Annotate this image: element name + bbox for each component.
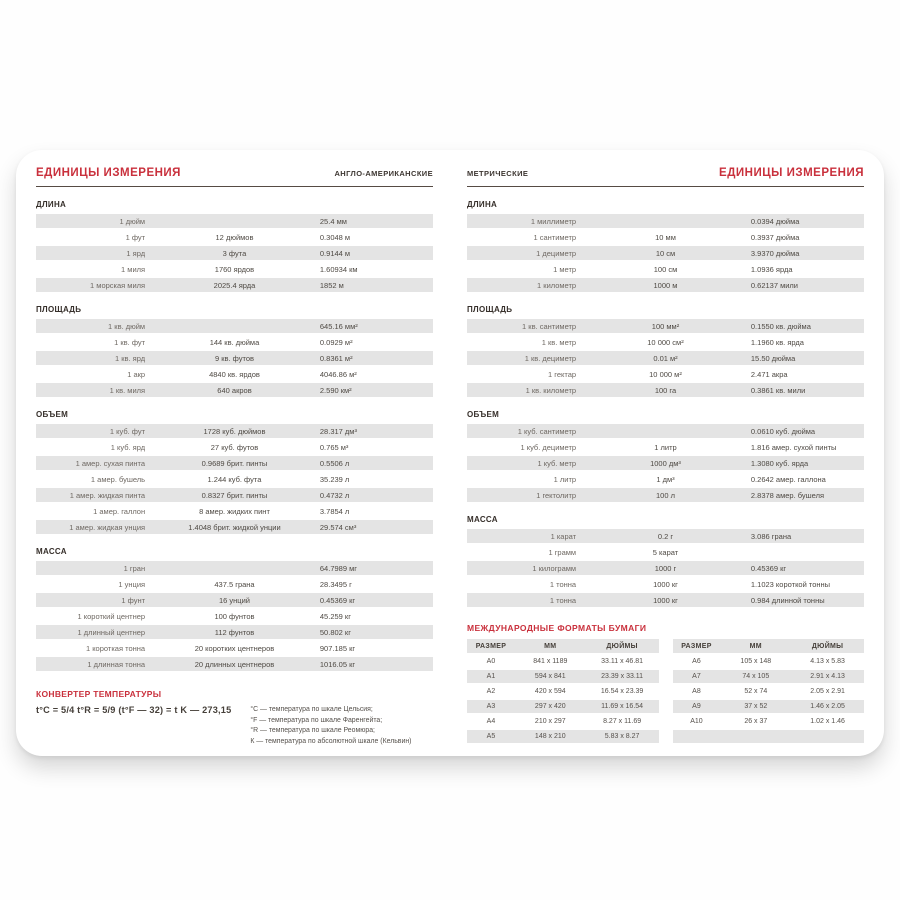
paper-inches: 23.39 x 33.11 [601, 673, 644, 680]
table-row [36, 456, 433, 470]
unit-converted-value: 4046.86 м² [319, 369, 357, 379]
temperature-note: К — температура по абсолютной шкале (Кельвин) [250, 738, 412, 746]
unit-equivalent: 4840 кв. ярдов [209, 369, 260, 379]
unit-equivalent: 1 дм³ [656, 474, 675, 484]
paper-formats [467, 623, 864, 745]
table-row [467, 319, 864, 333]
unit-converted-value: 645.16 мм² [319, 321, 358, 331]
paper-row [673, 700, 865, 713]
unit-converted-value: 0.765 м³ [319, 442, 349, 452]
paper-inches: 2.91 x 4.13 [810, 673, 845, 680]
unit-name: 1 тонна [549, 579, 577, 589]
unit-name: 1 дюйм [119, 216, 146, 226]
unit-converted-value: 0.3861 кв. мили [750, 385, 806, 395]
page-tag-anglo-american: АНГЛО-АМЕРИКАНСКИЕ [334, 169, 433, 178]
unit-converted-value: 28.3495 г [319, 579, 352, 589]
table-row [36, 520, 433, 534]
temperature-converter [36, 689, 433, 748]
unit-converted-value: 64.7989 мг [319, 563, 357, 573]
paper-size: A10 [690, 718, 703, 725]
unit-converted-value: 1.1023 короткой тонны [750, 579, 831, 589]
unit-name: 1 унция [118, 579, 146, 589]
unit-name: 1 амер. жидкая пинта [69, 490, 146, 500]
unit-equivalent: 1000 м [653, 280, 678, 290]
page-left-header [36, 167, 433, 179]
section-label: ПЛОЩАДЬ [36, 305, 82, 314]
table-row [467, 529, 864, 543]
unit-name: 1 куб. метр [537, 458, 577, 468]
table-row [467, 424, 864, 438]
table-row [467, 214, 864, 228]
paper-table-header [467, 639, 659, 653]
section-label: ДЛИНА [467, 200, 498, 209]
unit-converted-value: 0.62137 мили [750, 280, 798, 290]
unit-name: 1 морская миля [90, 280, 146, 290]
unit-name: 1 длинный центнер [77, 627, 146, 637]
paper-size: A7 [692, 673, 701, 680]
paper-row [467, 670, 659, 683]
paper-size: A4 [486, 718, 496, 725]
unit-equivalent: 10 000 см² [647, 337, 684, 347]
unit-name: 1 гектар [548, 369, 577, 379]
unit-name: 1 метр [553, 264, 577, 274]
unit-converted-value: 0.45369 кг [319, 595, 356, 605]
unit-name: 1 кв. сантиметр [522, 321, 577, 331]
unit-name: 1 фут [125, 232, 146, 242]
unit-equivalent: 0.2 г [657, 531, 674, 541]
table-row [467, 561, 864, 575]
paper-table-header [673, 639, 865, 653]
unit-name: 1 кв. ярд [114, 353, 146, 363]
unit-equivalent: 5 карат [652, 547, 679, 557]
table-row [467, 367, 864, 381]
unit-name: 1 амер. жидкая унция [69, 522, 146, 532]
header-size: РАЗМЕР [475, 642, 507, 650]
unit-equivalent: 10 000 м² [649, 369, 682, 379]
paper-row [467, 655, 659, 668]
paper-table-body [467, 655, 659, 743]
unit-name: 1 килограмм [532, 563, 577, 573]
unit-converted-value: 3.9370 дюйма [750, 248, 800, 258]
table-row [467, 246, 864, 260]
paper-mm: 594 x 841 [534, 673, 566, 680]
unit-converted-value: 1.1960 кв. ярда [750, 337, 804, 347]
unit-equivalent: 10 см [655, 248, 676, 258]
paper-mm: 148 x 210 [534, 733, 566, 740]
page-right [467, 165, 864, 744]
paper-inches: 5.83 x 8.27 [604, 733, 640, 740]
unit-equivalent: 3 фута [222, 248, 247, 258]
table-row [36, 230, 433, 244]
unit-name: 1 куб. сантиметр [517, 426, 577, 436]
unit-converted-value: 1.0936 ярда [750, 264, 793, 274]
unit-name: 1 длинная тонна [87, 659, 146, 669]
unit-equivalent: 12 дюймов [215, 232, 254, 242]
section-label: ОБЪЕМ [467, 410, 500, 419]
unit-name: 1 карат [550, 531, 577, 541]
unit-converted-value: 35.239 л [319, 474, 350, 484]
paper-size: A5 [486, 733, 496, 740]
paper-row [467, 700, 659, 713]
unit-converted-value: 15.50 дюйма [750, 353, 796, 363]
unit-equivalent: 144 кв. дюйма [209, 337, 260, 347]
table-row [467, 278, 864, 292]
paper-table-a0-a5 [467, 639, 659, 745]
table-row [36, 577, 433, 591]
temperature-notes [250, 705, 433, 748]
unit-name: 1 кв. километр [525, 385, 577, 395]
table-row [36, 593, 433, 607]
paper-row [467, 730, 659, 743]
section-label: ПЛОЩАДЬ [467, 305, 513, 314]
table-row [36, 504, 433, 518]
unit-converted-value: 0.45369 кг [750, 563, 787, 573]
table-row [36, 335, 433, 349]
unit-name: 1 кв. миля [109, 385, 146, 395]
unit-equivalent: 20 длинных центнеров [194, 659, 275, 669]
page-right-header [467, 167, 864, 179]
unit-name: 1 ярд [126, 248, 146, 258]
unit-name: 1 короткий центнер [77, 611, 146, 621]
paper-inches: 4.13 x 5.83 [810, 658, 845, 665]
unit-converted-value: 1016.05 кг [319, 659, 356, 669]
conversion-table [36, 561, 433, 671]
unit-equivalent: 0.01 м² [653, 353, 678, 363]
section-label: ДЛИНА [36, 200, 67, 209]
section-area-right [467, 294, 864, 399]
header-size: РАЗМЕР [681, 642, 712, 650]
paper-table-a6-a10 [673, 639, 865, 745]
page-tag-metric: МЕТРИЧЕСКИЕ [467, 169, 529, 178]
unit-converted-value: 0.5506 л [319, 458, 350, 468]
paper-row [673, 685, 865, 698]
unit-converted-value: 0.3048 м [319, 232, 351, 242]
unit-converted-value: 0.4732 л [319, 490, 350, 500]
temperature-converter-body [36, 705, 433, 748]
table-row [467, 440, 864, 454]
unit-name: 1 короткая тонна [85, 643, 146, 653]
unit-name: 1 кв. дюйм [108, 321, 146, 331]
unit-equivalent: 8 амер. жидких пинт [199, 506, 270, 516]
paper-inches: 2.05 x 2.91 [810, 688, 845, 695]
conversion-table [467, 529, 864, 607]
unit-equivalent: 640 акров [217, 385, 252, 395]
header-rule [467, 186, 864, 187]
unit-equivalent: 1000 кг [653, 595, 678, 605]
paper-mm: 105 x 148 [740, 658, 772, 665]
unit-name: 1 литр [553, 474, 577, 484]
table-row [467, 335, 864, 349]
table-row [36, 440, 433, 454]
conversion-table [467, 424, 864, 502]
unit-converted-value: 1.3080 куб. ярда [750, 458, 809, 468]
paper-row [673, 655, 865, 668]
table-row [36, 472, 433, 486]
unit-converted-value: 0.8361 м² [319, 353, 353, 363]
paper-size: A1 [486, 673, 496, 680]
notebook-spread [16, 150, 884, 756]
unit-name: 1 амер. галлон [93, 506, 146, 516]
page-title: ЕДИНИЦЫ ИЗМЕРЕНИЯ [36, 167, 181, 179]
table-row [36, 625, 433, 639]
unit-converted-value: 25.4 мм [319, 216, 347, 226]
header-rule [36, 186, 433, 187]
unit-equivalent: 16 унций [218, 595, 250, 605]
conversion-table [36, 424, 433, 534]
unit-equivalent: 2025.4 ярда [213, 280, 256, 290]
paper-row [673, 730, 865, 743]
paper-row [673, 715, 865, 728]
section-mass-left [36, 536, 433, 673]
unit-converted-value: 2.471 акра [750, 369, 788, 379]
unit-name: 1 гран [123, 563, 146, 573]
table-row [467, 351, 864, 365]
unit-converted-value: 3.7854 л [319, 506, 350, 516]
paper-row [467, 685, 659, 698]
unit-name: 1 амер. сухая пинта [75, 458, 146, 468]
paper-formats-tables [467, 639, 864, 745]
unit-equivalent: 1 литр [654, 442, 677, 452]
unit-name: 1 миллиметр [530, 216, 577, 226]
table-row [36, 367, 433, 381]
unit-converted-value: 1.816 амер. сухой пинты [750, 442, 837, 452]
unit-name: 1 дециметр [536, 248, 577, 258]
paper-inches: 1.46 x 2.05 [810, 703, 845, 710]
unit-converted-value: 0.9144 м [319, 248, 351, 258]
conversion-table [467, 319, 864, 397]
unit-name: 1 кв. фут [114, 337, 146, 347]
paper-table-body [673, 655, 865, 743]
section-area-left [36, 294, 433, 399]
unit-equivalent: 1.4048 брит. жидкой унции [188, 522, 281, 532]
paper-formats-title: МЕЖДУНАРОДНЫЕ ФОРМАТЫ БУМАГИ [467, 623, 647, 633]
unit-converted-value: 45.259 кг [319, 611, 351, 621]
table-row [36, 609, 433, 623]
table-row [467, 262, 864, 276]
unit-name: 1 куб. фут [109, 426, 146, 436]
table-row [36, 262, 433, 276]
unit-converted-value: 0.0929 м² [319, 337, 353, 347]
table-row [467, 577, 864, 591]
table-row [467, 456, 864, 470]
header-mm: ММ [544, 642, 557, 650]
paper-inches: 16.54 x 23.39 [600, 688, 644, 695]
table-row [467, 545, 864, 559]
unit-converted-value: 28.317 дм³ [319, 426, 357, 436]
paper-inches: 8.27 x 11.69 [603, 718, 642, 725]
unit-name: 1 миля [121, 264, 146, 274]
table-row [36, 246, 433, 260]
unit-converted-value: 0.0394 дюйма [750, 216, 800, 226]
table-row [36, 657, 433, 671]
table-row [467, 593, 864, 607]
table-row [467, 383, 864, 397]
header-mm: ММ [749, 642, 762, 650]
unit-name: 1 кв. метр [541, 337, 577, 347]
section-volume-left [36, 399, 433, 536]
table-row [36, 278, 433, 292]
paper-mm: 37 x 52 [744, 703, 768, 710]
table-row [36, 351, 433, 365]
unit-converted-value: 0.3937 дюйма [750, 232, 800, 242]
unit-converted-value: 3.086 грана [750, 531, 792, 541]
unit-equivalent: 1760 ярдов [214, 264, 255, 274]
unit-name: 1 тонна [549, 595, 577, 605]
unit-converted-value: 0.2642 амер. галлона [750, 474, 826, 484]
unit-equivalent: 1000 дм³ [650, 458, 681, 468]
unit-converted-value: 0.1550 кв. дюйма [750, 321, 811, 331]
paper-size: A3 [486, 703, 496, 710]
temperature-note: °F — температура по шкале Фаренгейта; [250, 716, 383, 724]
unit-equivalent: 100 мм² [651, 321, 680, 331]
section-label: ОБЪЕМ [36, 410, 69, 419]
unit-converted-value: 29.574 см³ [319, 522, 357, 532]
unit-equivalent: 27 куб. футов [210, 442, 259, 452]
table-row [36, 214, 433, 228]
unit-converted-value: 2.8378 амер. бушеля [750, 490, 825, 500]
table-row [36, 383, 433, 397]
unit-converted-value: 2.590 км² [319, 385, 352, 395]
unit-equivalent: 100 л [656, 490, 675, 500]
paper-size: A2 [486, 688, 496, 695]
conversion-table [36, 319, 433, 397]
unit-equivalent: 9 кв. футов [214, 353, 254, 363]
unit-equivalent: 10 мм [655, 232, 676, 242]
temperature-converter-title: КОНВЕРТЕР ТЕМПЕРАТУРЫ [36, 689, 162, 699]
unit-equivalent: 1000 г [654, 563, 677, 573]
unit-name: 1 фунт [121, 595, 146, 605]
paper-size: A9 [692, 703, 701, 710]
temperature-formula: t°C = 5/4 t°R = 5/9 (t°F — 32) = t K — 273,15 [36, 705, 232, 715]
paper-mm: 420 x 594 [534, 688, 566, 695]
paper-inches: 33.11 x 46.81 [601, 658, 644, 665]
unit-equivalent: 100 фунтов [214, 611, 255, 621]
table-row [36, 561, 433, 575]
unit-name: 1 гектолитр [536, 490, 577, 500]
paper-row [467, 715, 659, 728]
unit-equivalent: 1728 куб. дюймов [203, 426, 266, 436]
unit-name: 1 куб. дециметр [520, 442, 577, 452]
unit-equivalent: 100 см [653, 264, 678, 274]
table-row [36, 424, 433, 438]
paper-mm: 841 x 1189 [533, 658, 568, 665]
unit-equivalent: 0.9689 брит. пинты [201, 458, 268, 468]
table-row [467, 488, 864, 502]
conversion-table [467, 214, 864, 292]
table-row [36, 319, 433, 333]
table-row [36, 641, 433, 655]
unit-converted-value: 907.185 кг [319, 643, 356, 653]
unit-equivalent: 20 коротких центнеров [194, 643, 275, 653]
unit-converted-value: 1.60934 км [319, 264, 358, 274]
unit-name: 1 кв. дециметр [524, 353, 577, 363]
unit-name: 1 амер. бушель [90, 474, 146, 484]
table-row [36, 488, 433, 502]
paper-row [673, 670, 865, 683]
unit-converted-value: 0.984 длинной тонны [750, 595, 825, 605]
page-left [36, 165, 433, 744]
paper-mm: 52 x 74 [744, 688, 768, 695]
unit-name: 1 акр [127, 369, 146, 379]
unit-name: 1 сантиметр [533, 232, 577, 242]
unit-equivalent: 0.8327 брит. пинты [201, 490, 268, 500]
temperature-note: °R — температура по шкале Реомюра; [250, 727, 375, 735]
paper-mm: 210 x 297 [534, 718, 566, 725]
unit-equivalent: 112 фунтов [214, 627, 255, 637]
section-length-right [467, 189, 864, 294]
page-title: ЕДИНИЦЫ ИЗМЕРЕНИЯ [719, 167, 864, 179]
paper-inches: 1.02 x 1.46 [810, 718, 845, 725]
section-mass-right [467, 504, 864, 609]
header-inches: ДЮЙМЫ [811, 642, 844, 650]
paper-size: A6 [692, 658, 701, 665]
section-label: МАССА [36, 547, 67, 556]
paper-mm: 26 x 37 [744, 718, 768, 725]
paper-inches: 11.69 x 16.54 [601, 703, 644, 710]
unit-name: 1 куб. ярд [110, 442, 146, 452]
paper-mm: 74 x 105 [742, 673, 770, 680]
unit-equivalent: 1.244 куб. фута [207, 474, 262, 484]
unit-name: 1 километр [537, 280, 577, 290]
paper-mm: 297 x 420 [534, 703, 566, 710]
section-length-left [36, 189, 433, 294]
unit-equivalent: 1000 кг [653, 579, 678, 589]
table-row [467, 472, 864, 486]
conversion-table [36, 214, 433, 292]
unit-converted-value: 0.0610 куб. дюйма [750, 426, 816, 436]
paper-size: A0 [486, 658, 496, 665]
section-volume-right [467, 399, 864, 504]
unit-converted-value: 1852 м [319, 280, 344, 290]
paper-size: A8 [692, 688, 701, 695]
header-inches: ДЮЙМЫ [606, 642, 638, 650]
table-row [467, 230, 864, 244]
section-label: МАССА [467, 515, 498, 524]
unit-equivalent: 437.5 грана [214, 579, 255, 589]
unit-equivalent: 100 га [654, 385, 677, 395]
temperature-note: °C — температура по шкале Цельсия; [250, 706, 373, 713]
unit-converted-value: 50.802 кг [319, 627, 351, 637]
unit-name: 1 грамм [548, 547, 577, 557]
